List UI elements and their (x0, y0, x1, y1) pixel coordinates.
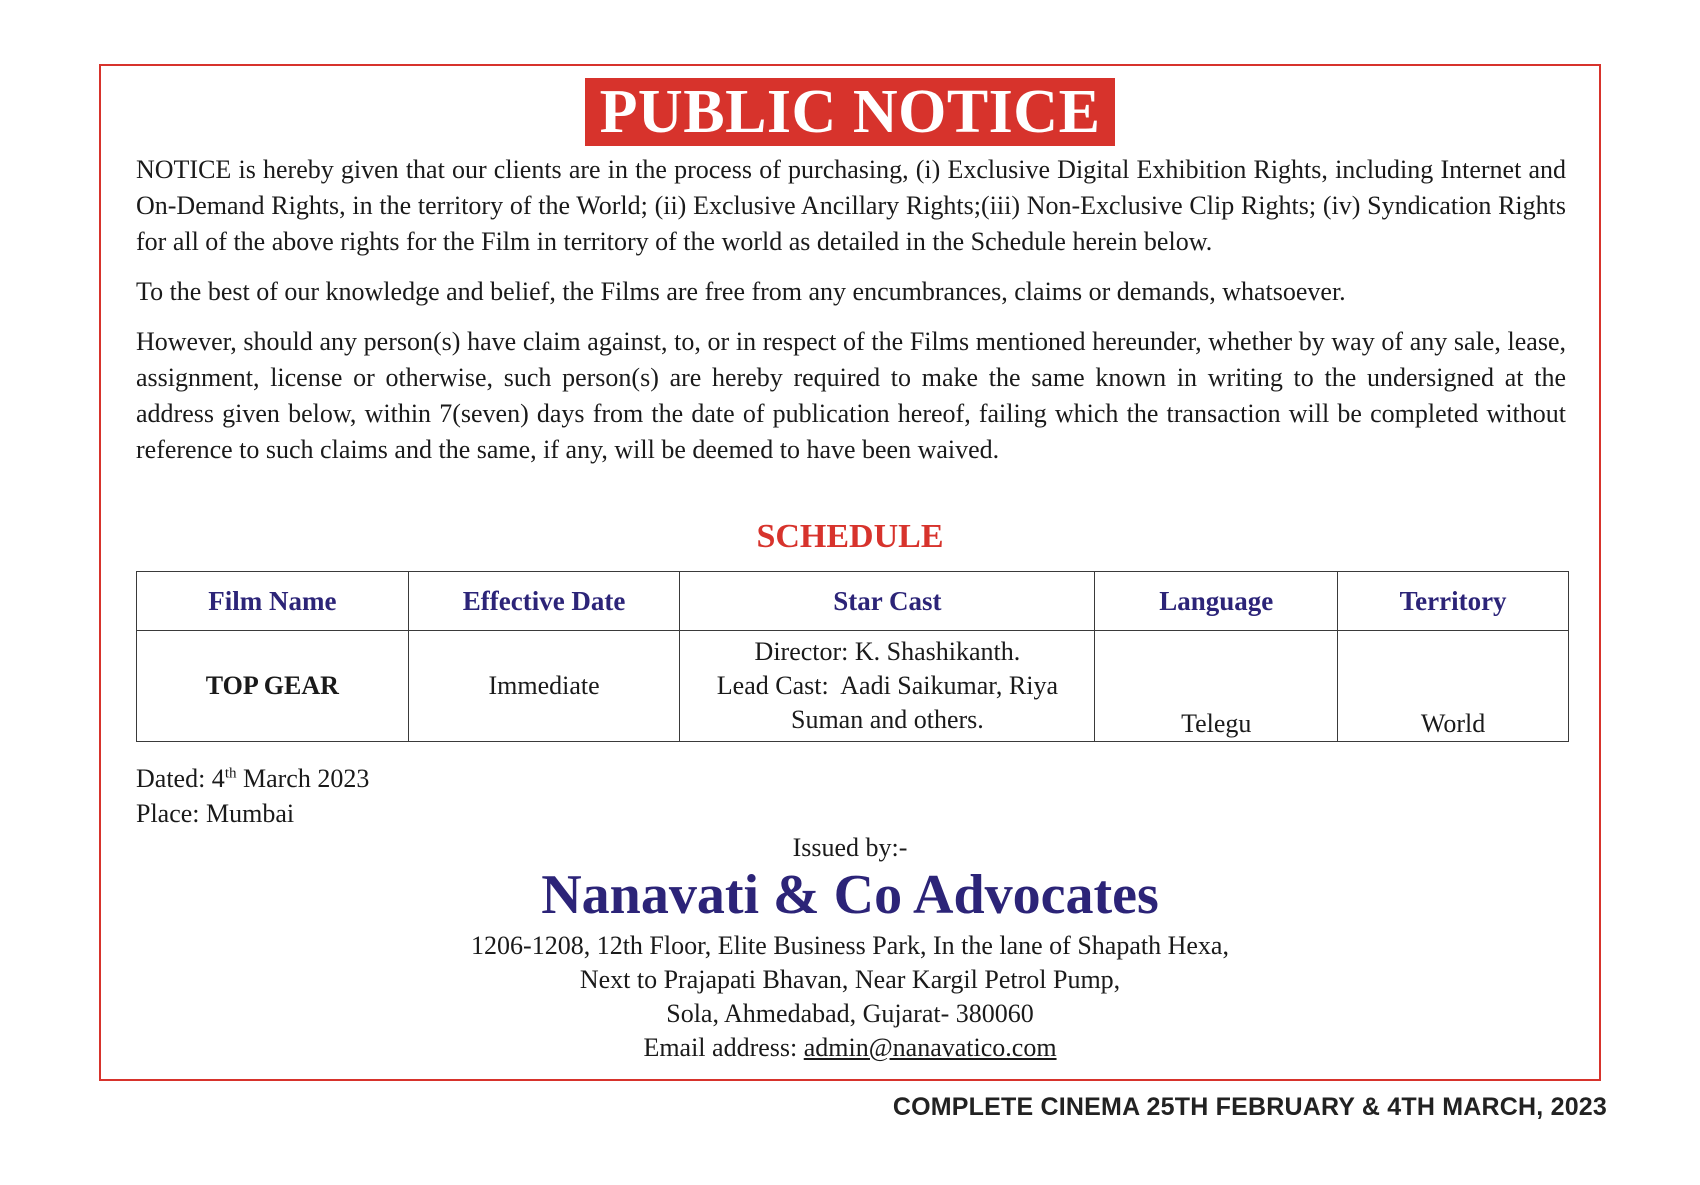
dated-ordinal: th (224, 765, 237, 782)
dated-prefix: Dated: 4 (136, 764, 225, 793)
notice-paragraph: To the best of our knowledge and belief, the Films are free from any encumbrances, claims or demands, whatsoever. (136, 277, 1346, 306)
star-cast-line: Suman and others. (791, 705, 984, 734)
firm-name: Nanavati & Co Advocates (541, 864, 1159, 926)
date-place-block (136, 761, 369, 831)
star-cast-line: Director: K. Shashikanth. (754, 637, 1021, 666)
email-link[interactable]: admin@nanavatico.com (803, 1033, 1057, 1062)
email-label: Email address: (643, 1033, 804, 1062)
schedule-heading: SCHEDULE (756, 518, 944, 555)
column-header-territory: Territory (1338, 572, 1569, 631)
address-line: Next to Prajapati Bhavan, Near Kargil Petrol Pump, (579, 965, 1121, 994)
dated-line (136, 761, 369, 796)
table-header-row (137, 572, 1569, 631)
publication-footer: COMPLETE CINEMA 25TH FEBRUARY & 4TH MARCH, 2023 (892, 1093, 1607, 1121)
cell-star-cast (680, 631, 1095, 742)
schedule-table (136, 571, 1569, 742)
address-line: 1206-1208, 12th Floor, Elite Business Park, In the lane of Shapath Hexa, (471, 931, 1229, 960)
notice-body (136, 152, 1566, 482)
star-cast-line: Lead Cast: Aadi Saikumar, Riya (716, 671, 1059, 700)
title-wrap (101, 78, 1599, 146)
firm-address (101, 929, 1599, 1065)
notice-paragraph: NOTICE is hereby given that our clients are in the process of purchasing, (i) Exclusive Digital Exhibition Rights, including Internet and On-Demand Rights, in the territory of the World; (ii) Exclusive Ancillary Rights;(iii) Non-Exclusive Clip Rights; (iv) Syndication Rights for all of the above rights for the Film in territory of the world as detailed in the Schedule herein below. (136, 155, 1566, 256)
place-line: Place: Mumbai (136, 799, 295, 828)
notice-frame (99, 64, 1601, 1081)
cell-film-name: TOP GEAR (137, 631, 409, 742)
address-line: Sola, Ahmedabad, Gujarat- 380060 (666, 999, 1034, 1028)
email-line (101, 1031, 1599, 1065)
notice-title: PUBLIC NOTICE (585, 78, 1116, 146)
column-header-film-name: Film Name (137, 572, 409, 631)
dated-rest: March 2023 (236, 764, 370, 793)
column-header-effective-date: Effective Date (408, 572, 680, 631)
cell-effective-date: Immediate (408, 631, 680, 742)
table-row (137, 631, 1569, 742)
cell-language: Telegu (1095, 631, 1338, 742)
cell-territory: World (1338, 631, 1569, 742)
issued-by: Issued by:- (792, 833, 908, 862)
notice-paragraph: However, should any person(s) have claim against, to, or in respect of the Films mentioned hereunder, whether by way of any sale, lease, assignment, license or otherwise, such person(s) are hereby required to make the same known in writing to the undersigned at the address given below, within 7(seven) days from the date of publication hereof, failing which the transaction will be completed without reference to such claims and the same, if any, will be deemed to have been waived. (136, 327, 1566, 464)
column-header-star-cast: Star Cast (680, 572, 1095, 631)
column-header-language: Language (1095, 572, 1338, 631)
